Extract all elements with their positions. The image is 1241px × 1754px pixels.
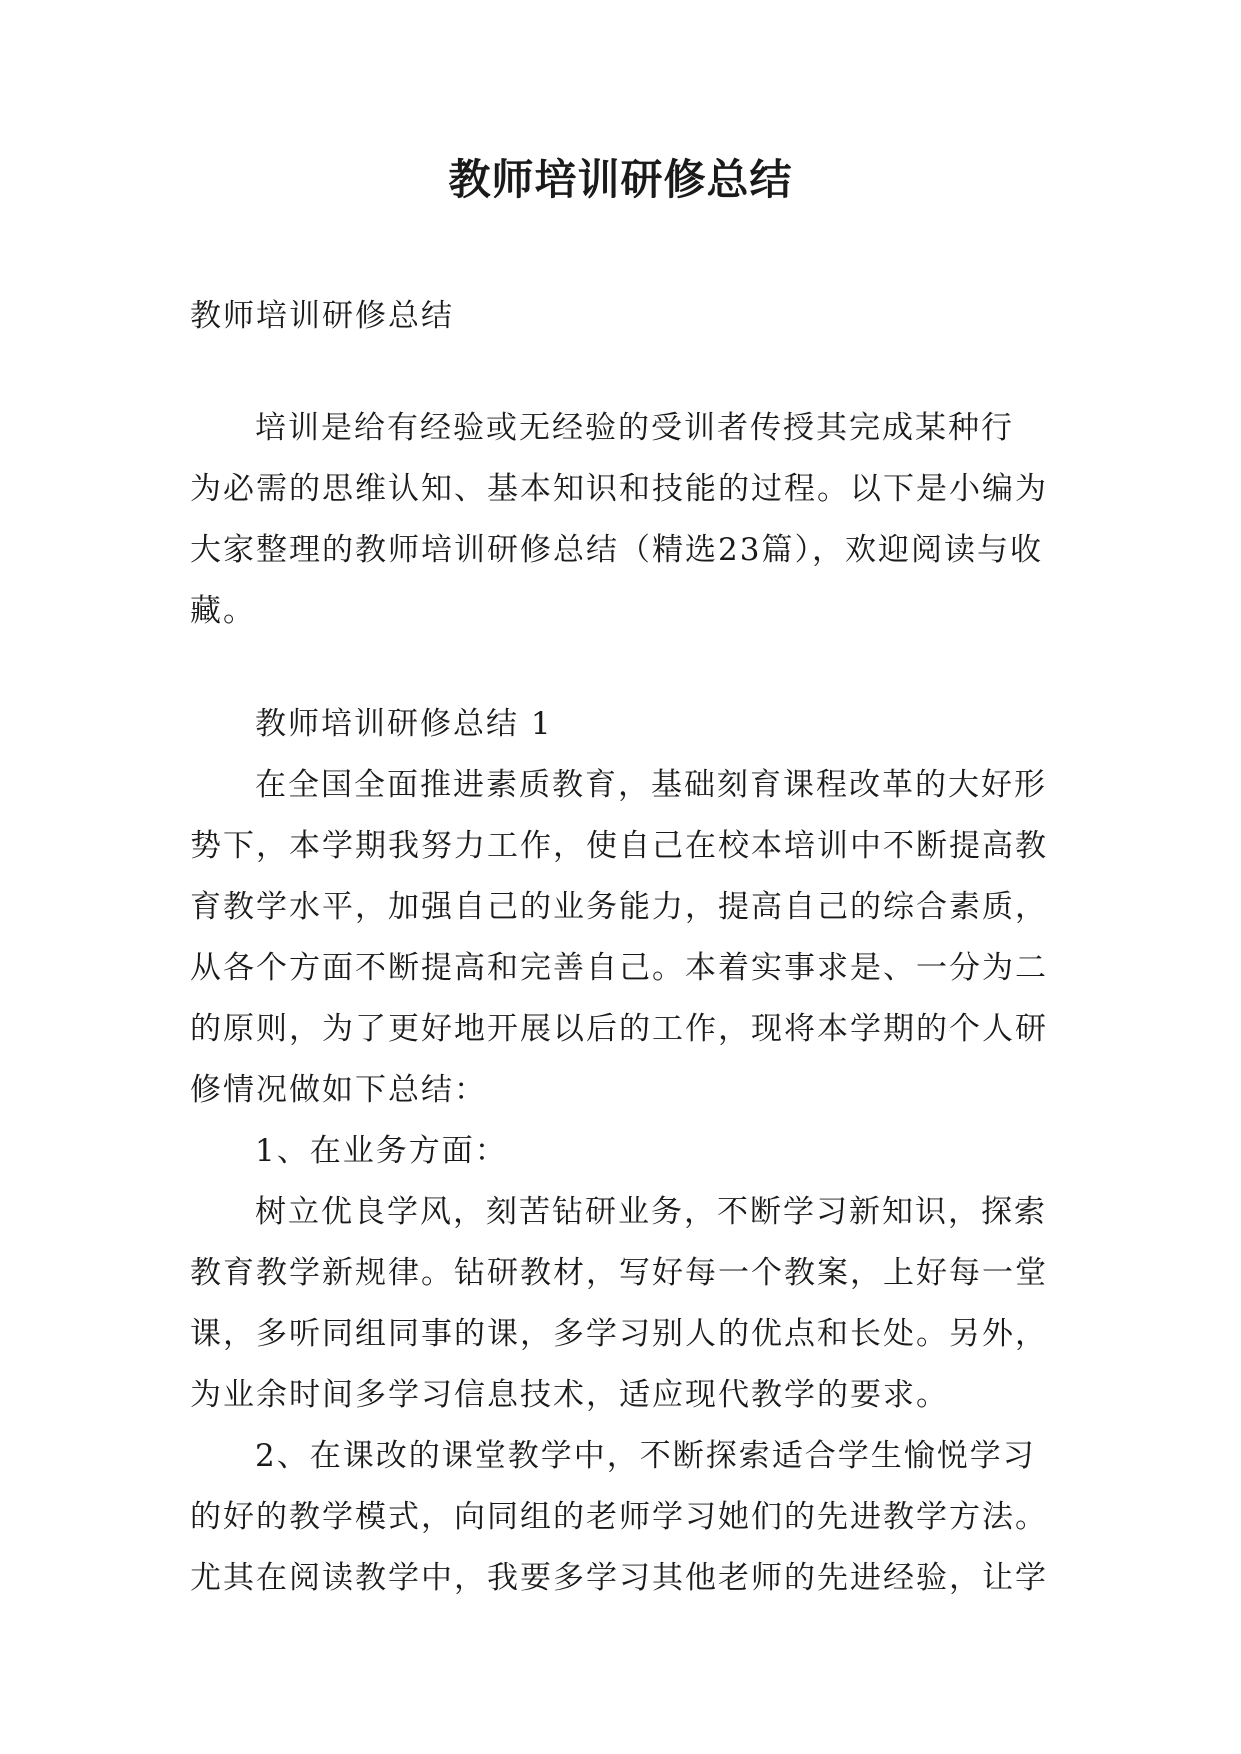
paragraph-line: 育教学水平，加强自己的业务能力，提高自己的综合素质， — [190, 889, 1048, 925]
paragraph-line: 课，多听同组同事的课，多学习别人的优点和长处。另外， — [190, 1316, 1048, 1352]
intro-line: 培训是给有经验或无经验的受训者传授其完成某种行 — [255, 410, 1014, 446]
section-heading: 教师培训研修总结 1 — [255, 706, 553, 742]
item-heading: 1、在业务方面： — [255, 1133, 508, 1169]
document-title: 教师培训研修总结 — [448, 155, 793, 204]
paragraph-line: 2、在课改的课堂教学中，不断探索适合学生愉悦学习 — [255, 1438, 1036, 1474]
paragraph-line: 的原则，为了更好地开展以后的工作，现将本学期的个人研 — [190, 1011, 1048, 1047]
paragraph-line: 势下，本学期我努力工作，使自己在校本培训中不断提高教 — [190, 828, 1048, 864]
intro-line: 藏。 — [190, 593, 256, 629]
intro-line: 为必需的思维认知、基本知识和技能的过程。以下是小编为 — [190, 471, 1048, 507]
paragraph-line: 尤其在阅读教学中，我要多学习其他老师的先进经验，让学 — [190, 1560, 1048, 1596]
paragraph-line: 教育教学新规律。钻研教材，写好每一个教案，上好每一堂 — [190, 1255, 1048, 1291]
paragraph-line: 树立优良学风，刻苦钻研业务，不断学习新知识，探索 — [255, 1194, 1047, 1230]
paragraph-line: 从各个方面不断提高和完善自己。本着实事求是、一分为二 — [190, 950, 1048, 986]
paragraph-line: 修情况做如下总结： — [190, 1072, 487, 1108]
paragraph-line: 的好的教学模式，向同组的老师学习她们的先进教学方法。 — [190, 1499, 1048, 1535]
paragraph-line: 在全国全面推进素质教育，基础刻育课程改革的大好形 — [255, 767, 1047, 803]
intro-line: 大家整理的教师培训研修总结（精选23篇），欢迎阅读与收 — [190, 532, 1043, 568]
paragraph-line: 为业余时间多学习信息技术，适应现代教学的要求。 — [190, 1377, 949, 1413]
document-subtitle: 教师培训研修总结 — [190, 298, 454, 334]
